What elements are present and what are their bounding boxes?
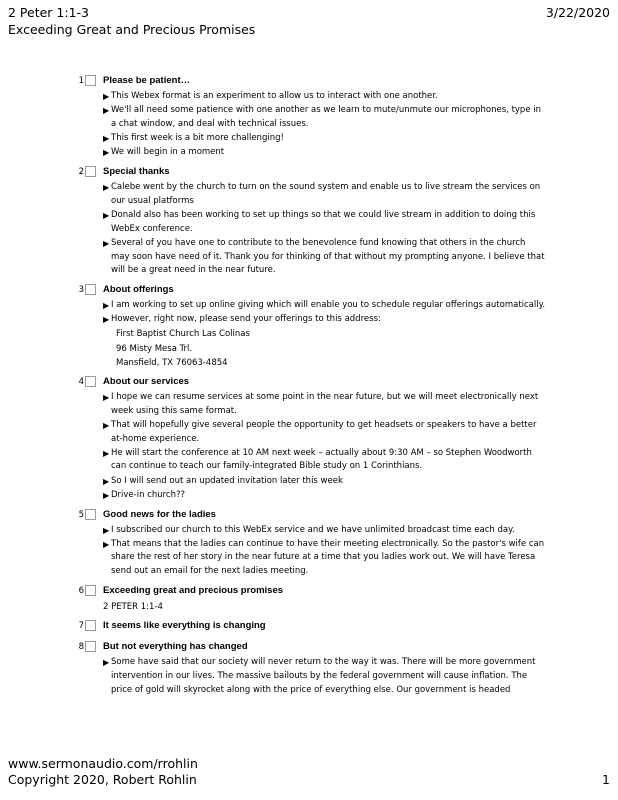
bullet-triangle-icon: ▶ xyxy=(103,476,110,486)
bullet-item xyxy=(103,181,546,208)
section-number: 5 xyxy=(78,509,84,520)
bullet-triangle-icon: ▶ xyxy=(103,658,110,668)
address-line: Mansfield, TX 76063-4854 xyxy=(116,357,228,368)
outline-section xyxy=(76,619,546,635)
outline-section xyxy=(76,165,546,278)
section-checkbox[interactable] xyxy=(85,585,96,596)
section-checkbox[interactable] xyxy=(85,166,96,177)
bullet-text: This Webex format is an experiment to allow us to interact with one another. xyxy=(111,91,438,101)
bullet-triangle-icon: ▶ xyxy=(103,106,110,116)
bullet-item xyxy=(103,90,546,104)
bullet-text: I subscribed our church to this WebEx service and we have unlimited broadcast time each day. xyxy=(111,524,515,535)
bullet-item xyxy=(103,209,546,236)
section-title: Special thanks xyxy=(103,166,170,178)
bullet-triangle-icon: ▶ xyxy=(103,148,110,158)
bullet-item xyxy=(103,475,546,489)
bullet-item xyxy=(103,656,546,697)
outline-section xyxy=(76,375,546,503)
section-text: 2 PETER 1:1-4 xyxy=(103,601,163,612)
bullet-triangle-icon: ▶ xyxy=(103,448,110,458)
outline-section xyxy=(76,508,546,579)
bullet-triangle-icon: ▶ xyxy=(103,238,110,248)
outline-section xyxy=(76,640,546,697)
section-checkbox[interactable] xyxy=(85,641,96,652)
bullet-triangle-icon: ▶ xyxy=(103,92,110,101)
bullet-item xyxy=(103,538,546,579)
section-checkbox[interactable] xyxy=(85,284,96,295)
bullet-item xyxy=(103,237,546,278)
bullet-text: Calebe went by the church to turn on the sound system and enable us to live stream the services on our usual platforms xyxy=(111,182,541,206)
document-date: 3/22/2020 xyxy=(545,5,610,20)
document-title: 2 Peter 1:1-3 xyxy=(8,5,89,20)
bullet-item xyxy=(103,524,546,538)
bullet-item xyxy=(103,489,546,503)
bullet-text: Some have said that our society will never return to the way it was. There will be more government intervention in our lives. The massive bailouts by the federal government will cause inflation. The price of gold will skyrocket along with the price of everything else. Our government is headed xyxy=(111,657,536,695)
bullet-text: I hope we can resume services at some point in the near future, but we will meet electronically next week using this same format. xyxy=(111,391,539,416)
sermon-outline xyxy=(76,74,546,702)
section-checkbox[interactable] xyxy=(85,376,96,387)
bullet-item xyxy=(103,391,546,418)
address-line: 96 Misty Mesa Trl. xyxy=(116,343,193,354)
section-number: 4 xyxy=(78,376,84,387)
address-line: First Baptist Church Las Colinas xyxy=(116,329,250,340)
bullet-text: I am working to set up online giving which will enable you to schedule regular offerings automatically. xyxy=(111,299,546,310)
document-subtitle: Exceeding Great and Precious Promises xyxy=(8,22,256,37)
bullet-item xyxy=(103,419,546,446)
section-number: 3 xyxy=(78,284,84,295)
bullet-item xyxy=(103,299,546,313)
section-title: Good news for the ladies xyxy=(103,508,216,520)
bullet-text: Drive-in church?? xyxy=(111,489,186,500)
page-number: 1 xyxy=(602,772,610,787)
footer-website: www.sermonaudio.com/rrohlin xyxy=(8,756,198,771)
bullet-text: That means that the ladies can continue to have their meeting electronically. So the pastor's wife can share the rest of her story in the near future at a time that you ladies work out. We will have Teresa send out an email for the next ladies meeting. xyxy=(111,538,545,577)
bullet-triangle-icon: ▶ xyxy=(103,420,110,430)
outline-section xyxy=(76,283,546,370)
section-title: But not everything has changed xyxy=(103,641,248,653)
bullet-text: He will start the conference at 10 AM next week – actually about 9:30 AM – so Stephen Woodworth can continue to teach our family-integrated Bible study on 1 Corinthians. xyxy=(111,447,532,472)
bullet-item xyxy=(103,447,546,474)
bullet-triangle-icon: ▶ xyxy=(103,134,110,144)
bullet-text: Donald also has been working to set up things so that we could live stream in addition to doing this WebEx conference. xyxy=(111,209,536,234)
section-title: About offerings xyxy=(103,283,174,295)
section-checkbox[interactable] xyxy=(85,509,96,520)
bullet-text: We'll all need some patience with one another as we learn to mute/unmute our microphones, type in a chat window, and deal with technical issues. xyxy=(111,105,542,129)
bullet-triangle-icon: ▶ xyxy=(103,392,110,402)
section-number: 1 xyxy=(78,76,84,86)
bullet-text: That will hopefully give several people the opportunity to get headsets or speakers to have a better at-home experience. xyxy=(111,419,537,444)
section-number: 2 xyxy=(78,167,84,178)
bullet-triangle-icon: ▶ xyxy=(103,539,110,549)
section-number: 8 xyxy=(78,642,84,653)
outline-section xyxy=(76,584,546,614)
section-number: 7 xyxy=(78,621,84,632)
bullet-triangle-icon: ▶ xyxy=(103,183,110,193)
bullet-item xyxy=(103,104,546,131)
bullet-text: Several of you have one to contribute to the benevolence fund knowing that others in the church may soon have need of it. Thank you for thinking of that without my prompting anyone. I believe that will be a great need in the near future. xyxy=(111,237,545,276)
bullet-triangle-icon: ▶ xyxy=(103,525,110,535)
bullet-text: This first week is a bit more challenging! xyxy=(111,133,284,144)
section-number: 6 xyxy=(78,585,84,596)
bullet-text: So I will send out an updated invitation later this week xyxy=(111,475,343,486)
section-checkbox[interactable] xyxy=(85,75,96,86)
section-title: It seems like everything is changing xyxy=(103,620,266,632)
bullet-item xyxy=(103,132,546,146)
bullet-triangle-icon: ▶ xyxy=(103,315,110,325)
bullet-triangle-icon: ▶ xyxy=(103,210,110,220)
section-title: About our services xyxy=(103,375,190,387)
bullet-triangle-icon: ▶ xyxy=(103,300,110,310)
outline-section xyxy=(76,74,546,160)
bullet-item xyxy=(103,146,546,160)
section-title: Exceeding great and precious promises xyxy=(103,584,284,596)
section-checkbox[interactable] xyxy=(85,620,96,631)
bullet-text: However, right now, please send your offerings to this address: xyxy=(111,314,381,325)
section-title: Please be patient… xyxy=(103,75,191,86)
bullet-item xyxy=(103,313,546,327)
bullet-triangle-icon: ▶ xyxy=(103,490,110,500)
footer-copyright: Copyright 2020, Robert Rohlin xyxy=(8,772,197,787)
bullet-text: We will begin in a moment xyxy=(111,147,225,158)
